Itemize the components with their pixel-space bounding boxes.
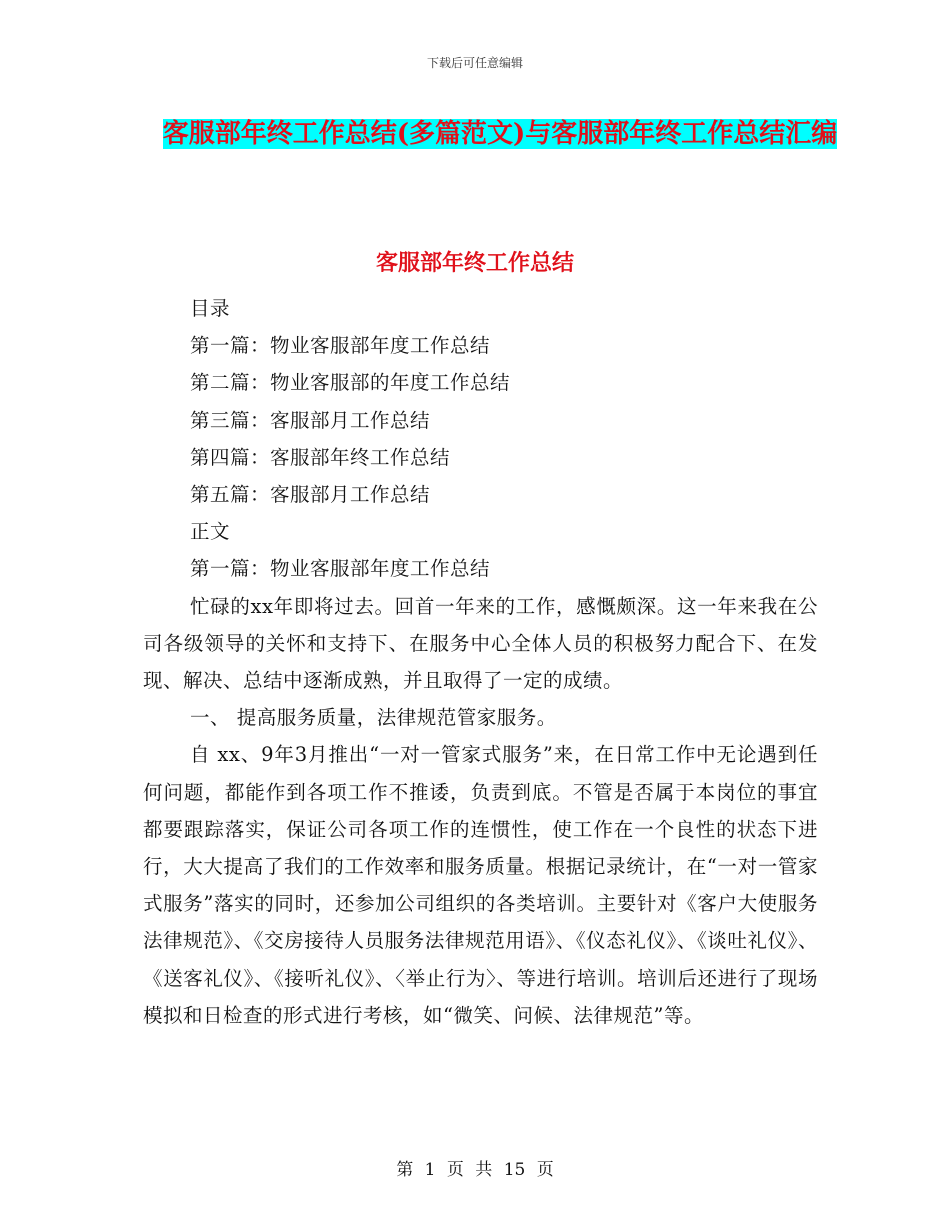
body-label: 正文	[190, 520, 231, 544]
document-title-text: 客服部年终工作总结(多篇范文)与客服部年终工作总结汇编	[162, 119, 838, 149]
chapter-heading: 第一篇：物业客服部年度工作总结	[190, 557, 491, 581]
paragraph-service: 自 xx、9年3月推出“一对一管家式服务”来，在日常工作中无论遇到任何问题，都能作到各项工作不推诿，负责到底。不管是否属于本岗位的事宜都要跟踪落实，保证公司各项工作的连惯性，使工作在一个良性的状态下进行，大大提高了我们的工作效率和服务质量。根据记录统计，在“一对一管家式服务”落实的同时，还参加公司组织的各类培训。主要针对《客户大使服务法律规范》、《交房接待人员服务法律规范用语》、《仪态礼仪》、《谈吐礼仪》、《送客礼仪》、《接听礼仪》、〈举止行为〉、等进行培训。培训后还进行了现场模拟和日检查的形式进行考核，如“微笑、问候、法律规范”等。	[143, 743, 818, 1027]
document-body	[143, 290, 818, 1034]
toc-item: 第五篇：客服部月工作总结	[190, 483, 431, 507]
toc-item: 第二篇：物业客服部的年度工作总结	[190, 371, 511, 395]
paragraph-intro: 忙碌的xx年即将过去。回首一年来的工作，感慨颇深。这一年来我在公司各级领导的关怀和支持下、在服务中心全体人员的积极努力配合下、在发现、解决、总结中逐渐成熟，并且取得了一定的成绩。	[143, 594, 818, 693]
toc-label: 目录	[190, 297, 231, 320]
section-title: 客服部年终工作总结	[375, 250, 574, 276]
toc-item: 第四篇：客服部年终工作总结	[190, 445, 451, 469]
toc-item: 第一篇：物业客服部年度工作总结	[190, 334, 491, 358]
header-note: 下载后可任意编辑	[426, 56, 523, 70]
toc-item: 第三篇：客服部月工作总结	[190, 408, 431, 432]
subheading: 一、 提高服务质量，法律规范管家服务。	[190, 706, 557, 730]
page-footer: 第 1 页 共 15 页	[396, 1160, 554, 1180]
document-title	[150, 108, 850, 160]
